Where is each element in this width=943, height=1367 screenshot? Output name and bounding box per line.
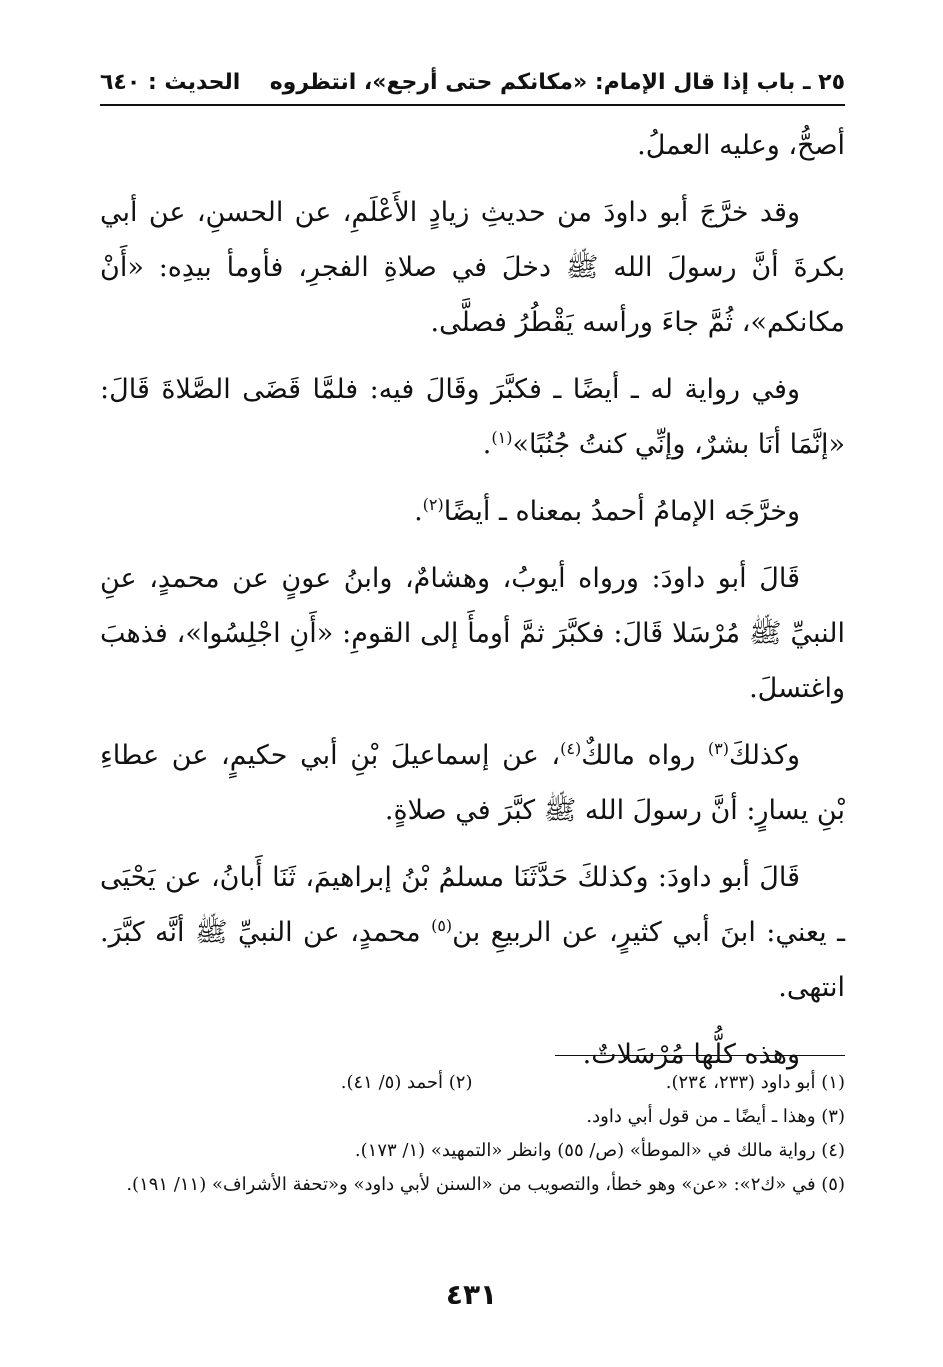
footnote-ref-3[interactable]: (٣): [707, 739, 729, 758]
footnote-1: (١) أبو داود (٢٣٣، ٢٣٤).: [665, 1072, 845, 1093]
footnote-3: (٣) وهذا ـ أيضًا ـ من قول أبي داود.: [586, 1106, 845, 1127]
page-number: ٤٣١: [445, 1278, 498, 1311]
paragraph-text: أصحُّ، وعليه العملُ.: [637, 130, 845, 161]
footnote-ref-4[interactable]: (٤): [560, 739, 582, 758]
footnote-2: (٢) أحمد (٥/ ٤١).: [340, 1072, 473, 1093]
paragraph-text: قَالَ أبو داودَ: وكذلكَ حَدَّثَنَا مسلمُ بْنُ إبراهيمَ، ثَنَا أَبانُ، عن يَحْيَى ـ يعني: ابنَ أبي كثيرٍ، عن الربيعِ بن: [100, 862, 845, 948]
header-rule: [100, 104, 845, 106]
paragraph-tail: محمدٍ، عن النبيِّ ﷺ أنَّه كبَّرَ. انتهى.: [100, 917, 845, 1003]
paragraph-tail: .: [414, 496, 423, 527]
paragraph-1: [100, 118, 845, 173]
paragraph-mid: رواه مالكٌ: [581, 740, 708, 771]
main-text: [100, 118, 845, 1094]
footnote-rule: [555, 1055, 845, 1056]
paragraph-6: [100, 728, 845, 838]
paragraph-text: قَالَ أبو داودَ: ورواه أيوبُ، وهشامٌ، وابنُ عونٍ عن محمدٍ، عنِ النبيِّ ﷺ مُرْسَلا قَالَ: فكبَّرَ ثمَّ أومأَ إلى القومِ: «أَنِ اجْلِسُوا»، فذهبَ واغتسلَ.: [100, 563, 845, 704]
footnote-ref-2[interactable]: (٢): [422, 495, 444, 514]
paragraph-text: وكذلكَ: [728, 740, 800, 771]
paragraph-5: [100, 551, 845, 716]
footnote-row: [100, 1066, 845, 1100]
paragraph-text: وهذه كلُّها مُرْسَلاتٌ.: [582, 1039, 800, 1070]
paragraph-tail: ، عن إسماعيلَ بْنِ أبي حكيمٍ، عن عطاءِ بْنِ يسارٍ: أنَّ رسولَ الله ﷺ كبَّرَ في صلاةٍ.: [100, 740, 845, 826]
footnote-4: (٤) رواية مالك في «الموطأ» (ص/ ٥٥) وانظر «التمهيد» (١/ ١٧٣).: [354, 1140, 845, 1161]
footnote-5: (٥) في «ك٢»: «عن» وهو خطأ، والتصويب من «السنن لأبي داود» و«تحفة الأشراف» (١١/ ١٩١).: [126, 1174, 845, 1195]
paragraph-text: وفي رواية له ـ أيضًا ـ فكبَّرَ وقَالَ فيه: فلمَّا قَضَى الصَّلاةَ قَالَ: «إنَّمَا أنَا بشرٌ، وإنِّي كنتُ جُنُبًا»: [100, 374, 845, 460]
paragraph-4: [100, 484, 845, 539]
running-head: [100, 62, 845, 102]
footnote-ref-5[interactable]: (٥): [431, 916, 453, 935]
chapter-title: ٢٥ ـ باب إذا قال الإمام: «مكانكم حتى أرجع»، انتظروه: [269, 69, 845, 95]
paragraph-7: [100, 850, 845, 1015]
paragraph-2: [100, 185, 845, 350]
footnotes: [100, 1066, 845, 1202]
paragraph-text: وقد خرَّجَ أبو داودَ من حديثِ زيادٍ الأَعْلَمِ، عن الحسنِ، عن أبي بكرةَ أنَّ رسولَ الله ﷺ دخلَ في صلاةِ الفجرِ، فأومأ بيدِه: «أَنْ مكانكم»، ثُمَّ جاءَ ورأسه يَقْطُرُ فصلَّى.: [100, 197, 845, 338]
hadith-number: الحديث : ٦٤٠: [100, 69, 241, 95]
paragraph-text: وخرَّجَه الإمامُ أحمدُ بمعناه ـ أيضًا: [443, 496, 800, 527]
paragraph-3: [100, 362, 845, 472]
paragraph-tail: .: [482, 429, 492, 460]
footnote-ref-1[interactable]: (١): [491, 428, 513, 447]
